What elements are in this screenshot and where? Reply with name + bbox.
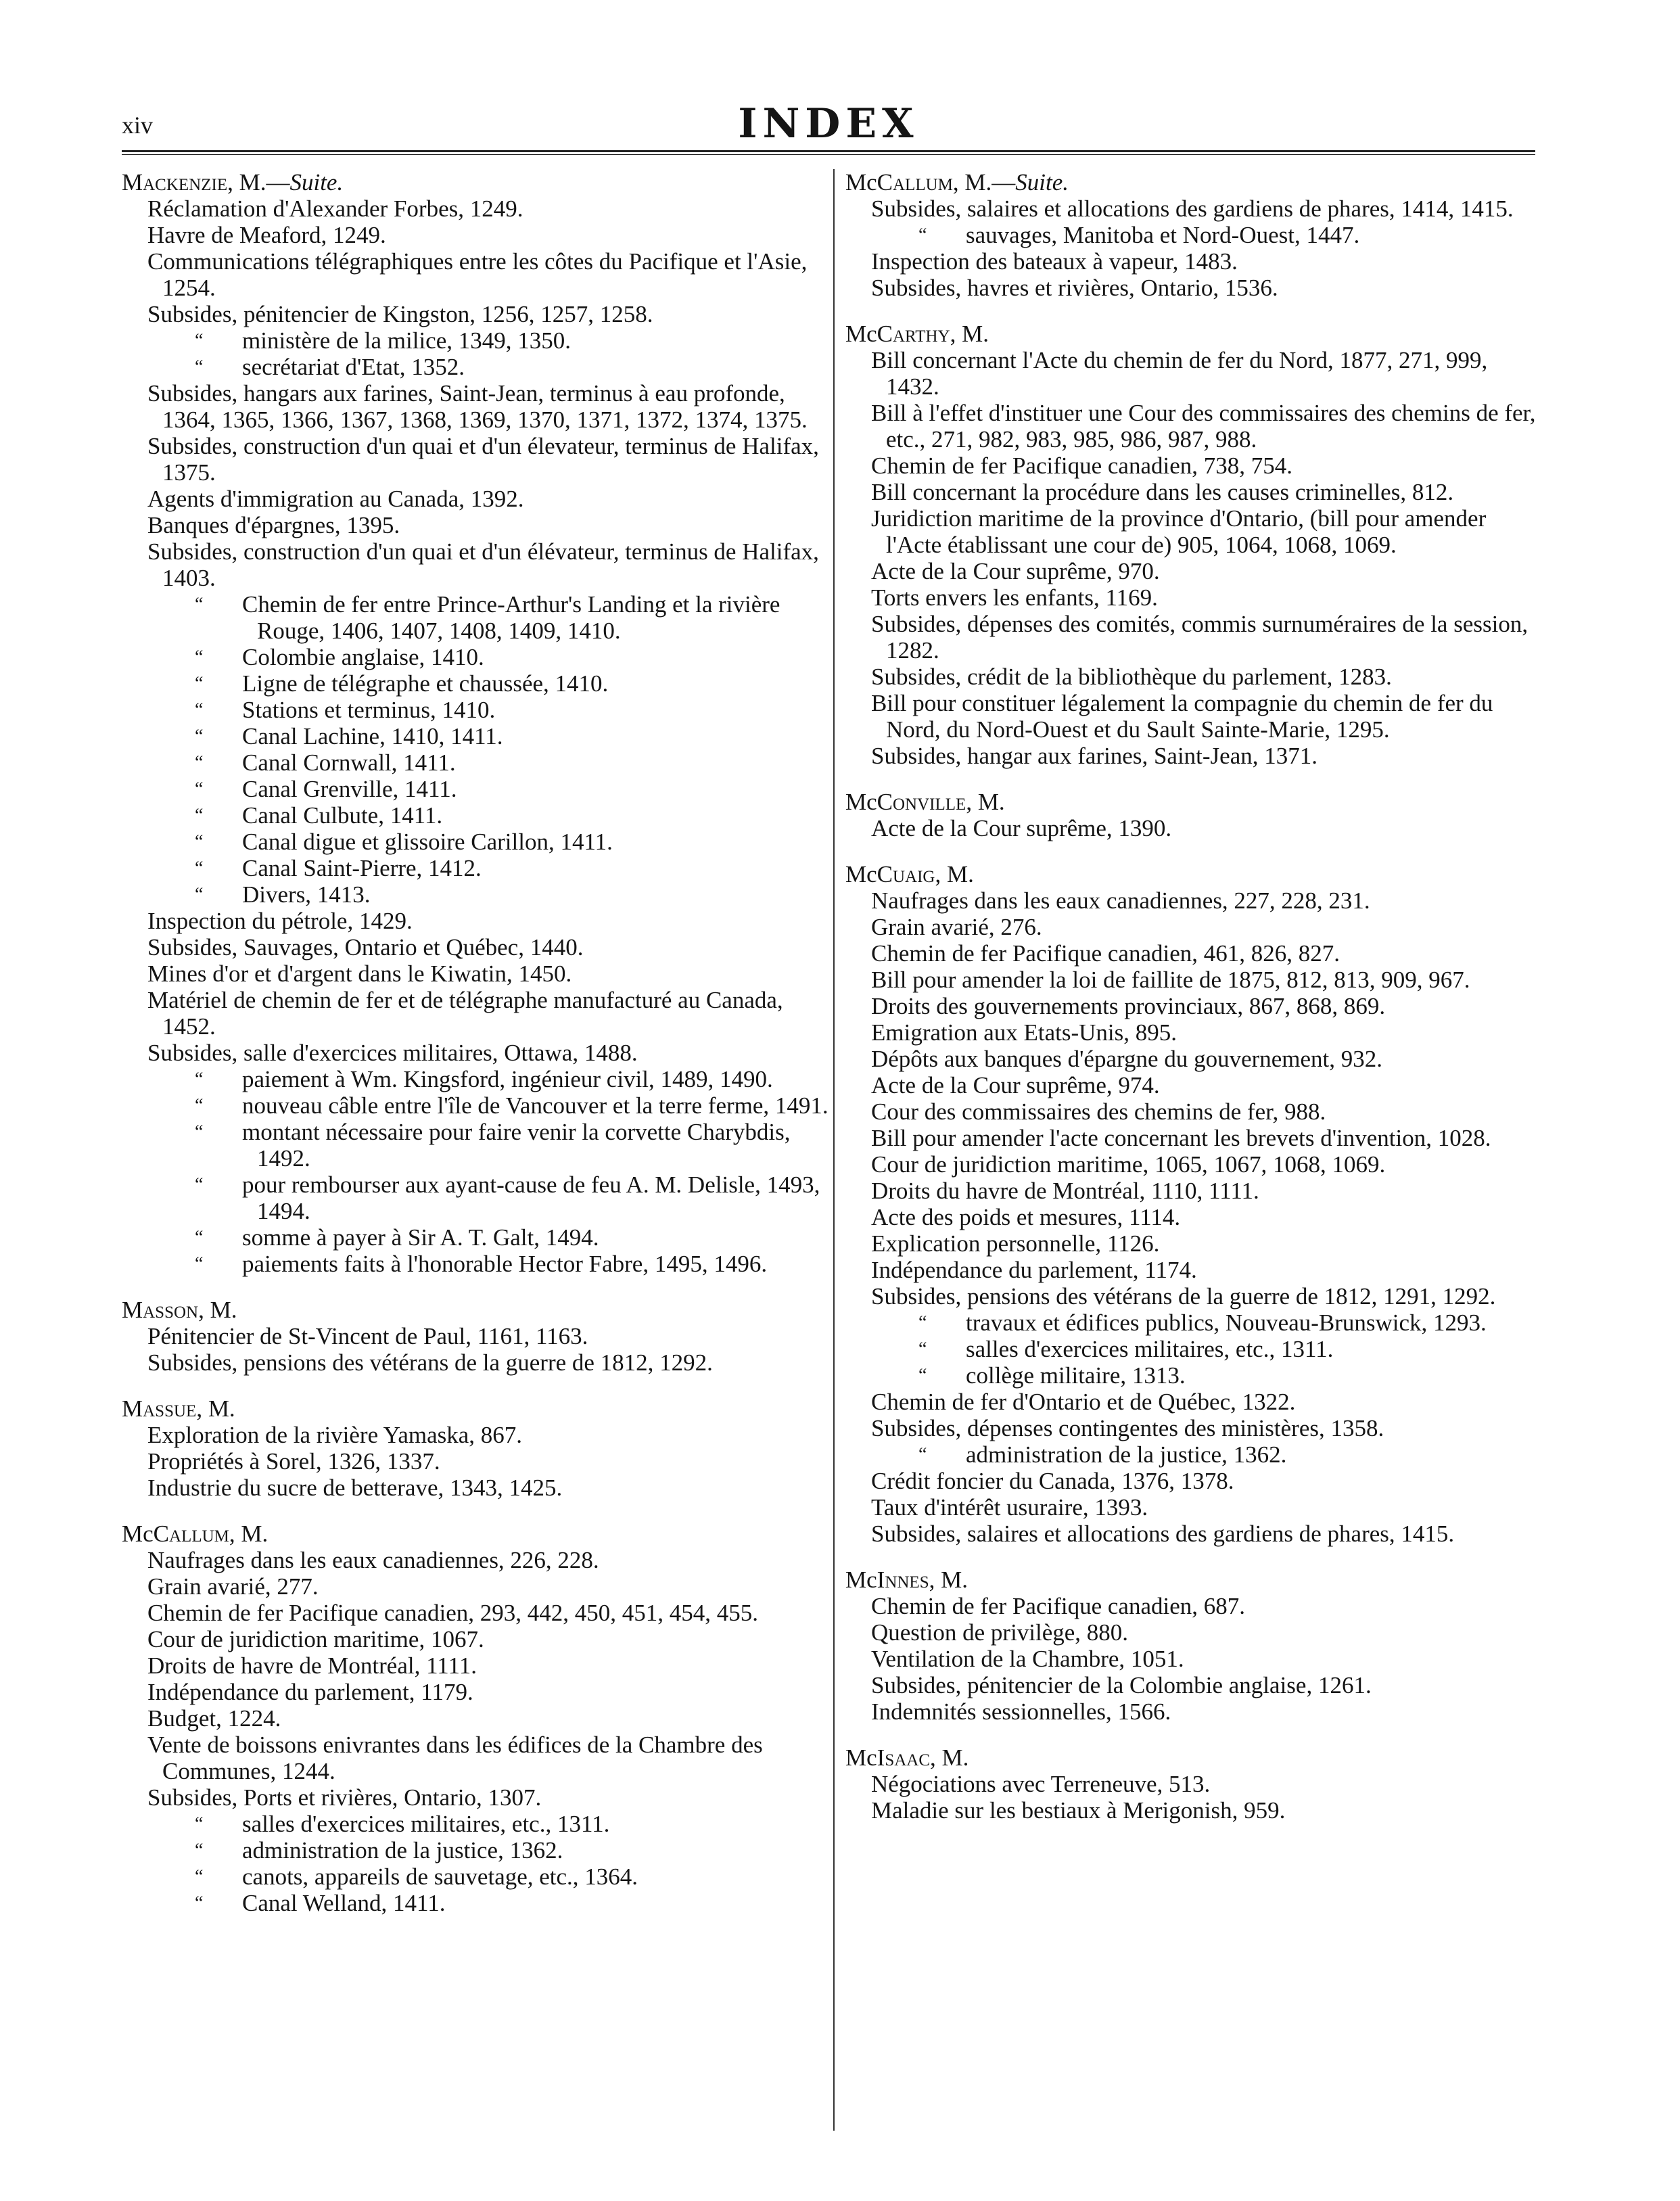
entry-name-initial: McI (845, 1744, 885, 1771)
reference: Bill à l'effet d'instituer une Cour des commissaires des chemins de fer, etc., 271, 982, 983, 985, 986, 987, 988. (871, 400, 1536, 453)
reference: Vente de boissons enivrantes dans les édifices de la Chambre des Communes, 1244. (147, 1732, 763, 1784)
reference: Droits de havre de Montréal, 1111. (147, 1652, 477, 1679)
sub-reference: “ administration de la justice, 1362. (845, 1441, 1542, 1468)
reference: Industrie du sucre de betterave, 1343, 1425. (147, 1475, 563, 1501)
entry-name-initial: M (122, 1297, 143, 1323)
reference: Banques d'épargnes, 1395. (147, 512, 400, 538)
reference: Budget, 1224. (147, 1705, 281, 1732)
sub-reference: “ nouveau câble entre l'île de Vancouver et la terre ferme, 1491. (122, 1092, 832, 1119)
reference: Mines d'or et d'argent dans le Kiwatin, 1450. (147, 960, 572, 987)
entry-name-initial: McI (845, 1567, 885, 1593)
reference: Naufrages dans les eaux canadiennes, 226, 228. (147, 1547, 599, 1573)
sub-reference: “ Canal Lachine, 1410, 1411. (122, 723, 832, 749)
sub-reference: “ montant nécessaire pour faire venir la corvette Charybdis, 1492. (122, 1119, 832, 1172)
reference: Dépôts aux banques d'épargne du gouvernement, 932. (871, 1046, 1383, 1072)
index-entry (845, 169, 1542, 301)
sub-reference: “ Canal Grenville, 1411. (122, 776, 832, 802)
header-rule (122, 150, 1535, 155)
index-entry (122, 1395, 832, 1501)
reference: Subsides, pénitencier de Kingston, 1256, 1257, 1258. (147, 301, 653, 327)
sub-reference: “ Canal Cornwall, 1411. (122, 749, 832, 776)
reference: Acte de la Cour suprême, 1390. (871, 815, 1172, 841)
sub-reference: “ Canal Saint-Pierre, 1412. (122, 855, 832, 881)
sub-reference: “ Canal Culbute, 1411. (122, 802, 832, 829)
sub-reference: “ Stations et terminus, 1410. (122, 697, 832, 723)
reference: Havre de Meaford, 1249. (147, 222, 386, 248)
entry-name-rest: saac (885, 1744, 930, 1771)
reference: Agents d'immigration au Canada, 1392. (147, 486, 524, 512)
reference: Explication personnelle, 1126. (871, 1230, 1160, 1257)
reference: Indépendance du parlement, 1179. (147, 1679, 473, 1705)
reference: Subsides, pensions des vétérans de la guerre de 1812, 1292. (147, 1349, 713, 1376)
reference: Chemin de fer Pacifique canadien, 687. (871, 1593, 1245, 1619)
sub-reference: “ Ligne de télégraphe et chaussée, 1410. (122, 670, 832, 697)
reference: Chemin de fer Pacifique canadien, 293, 442, 450, 451, 454, 455. (147, 1600, 758, 1626)
entry-name-rest: asson (143, 1297, 199, 1323)
entry-suite: Suite. (1015, 169, 1069, 195)
reference: Inspection du pétrole, 1429. (147, 908, 413, 934)
entry-name-suffix: , M. (935, 861, 974, 887)
reference: Bill pour constituer légalement la compagnie du chemin de fer du Nord, du Nord-Ouest et du Sault Sainte-Marie, 1295. (871, 690, 1493, 743)
entry-name (845, 789, 1542, 815)
reference: Juridiction maritime de la province d'Ontario, (bill pour amender l'Acte établissant une cour de) 905, 1064, 1068, 1069. (871, 505, 1487, 558)
sub-reference: “ collège militaire, 1313. (845, 1362, 1542, 1389)
entry-name-rest: ackenzie (143, 169, 228, 195)
reference: Cour des commissaires des chemins de fer, 988. (871, 1098, 1326, 1125)
reference: Droits des gouvernements provinciaux, 867, 868, 869. (871, 993, 1386, 1019)
entry-name-rest: uaig (893, 861, 935, 887)
reference: Chemin de fer Pacifique canadien, 738, 754. (871, 453, 1292, 479)
reference: Cour de juridiction maritime, 1065, 1067, 1068, 1069. (871, 1151, 1386, 1178)
entry-name-rest: nnes (885, 1567, 929, 1593)
entry-name-suffix: , M. (196, 1395, 235, 1422)
sub-reference: “ somme à payer à Sir A. T. Galt, 1494. (122, 1224, 832, 1251)
reference: Propriétés à Sorel, 1326, 1337. (147, 1448, 440, 1475)
entry-name (122, 169, 832, 195)
reference: Pénitencier de St-Vincent de Paul, 1161, 1163. (147, 1323, 588, 1349)
entry-name-suffix: , M. (229, 1521, 269, 1547)
reference: Bill pour amender la loi de faillite de 1875, 812, 813, 909, 967. (871, 967, 1470, 993)
reference: Cour de juridiction maritime, 1067. (147, 1626, 484, 1652)
entry-name-rest: allum (893, 169, 953, 195)
sub-reference: “ salles d'exercices militaires, etc., 1311. (845, 1336, 1542, 1362)
reference: Ventilation de la Chambre, 1051. (871, 1646, 1184, 1672)
entry-name-suffix: , M. (929, 1567, 968, 1593)
sub-reference: “ paiements faits à l'honorable Hector Fabre, 1495, 1496. (122, 1251, 832, 1277)
reference: Inspection des bateaux à vapeur, 1483. (871, 248, 1238, 275)
reference: Négociations avec Terreneuve, 513. (871, 1771, 1211, 1797)
sub-reference: “ canots, appareils de sauvetage, etc., 1364. (122, 1863, 832, 1890)
entry-name-rest: allum (169, 1521, 229, 1547)
sub-reference: “ travaux et édifices publics, Nouveau-Brunswick, 1293. (845, 1310, 1542, 1336)
entry-name (845, 321, 1542, 347)
right-column (845, 169, 1542, 1843)
entry-name-rest: arthy (893, 321, 950, 347)
reference: Chemin de fer d'Ontario et de Québec, 1322. (871, 1389, 1296, 1415)
entry-name (845, 1567, 1542, 1593)
reference: Subsides, construction d'un quai et d'un élévateur, terminus de Halifax, 1403. (147, 538, 819, 591)
reference: Grain avarié, 277. (147, 1573, 319, 1600)
reference: Réclamation d'Alexander Forbes, 1249. (147, 195, 523, 222)
sub-reference: “ Canal digue et glissoire Carillon, 1411. (122, 829, 832, 855)
sub-reference: “ salles d'exercices militaires, etc., 1311. (122, 1811, 832, 1837)
reference: Subsides, crédit de la bibliothèque du parlement, 1283. (871, 664, 1392, 690)
page-number: xiv (122, 112, 154, 139)
entry-name-initial: McC (845, 321, 893, 347)
reference: Subsides, Sauvages, Ontario et Québec, 1440. (147, 934, 584, 960)
index-entry (122, 169, 832, 1277)
sub-reference: “ administration de la justice, 1362. (122, 1837, 832, 1863)
reference: Indemnités sessionnelles, 1566. (871, 1698, 1171, 1725)
sub-reference: “ Canal Welland, 1411. (122, 1890, 832, 1916)
reference: Subsides, Ports et rivières, Ontario, 1307. (147, 1784, 542, 1811)
reference: Question de privilège, 880. (871, 1619, 1129, 1646)
index-entry (845, 789, 1542, 841)
entry-name-initial: McC (122, 1521, 169, 1547)
page-title: INDEX (738, 100, 919, 147)
entry-name-suffix: , M. (198, 1297, 237, 1323)
reference: Emigration aux Etats-Unis, 895. (871, 1019, 1177, 1046)
entry-name (845, 1744, 1542, 1771)
index-entry (845, 1567, 1542, 1725)
entry-name-initial: M (122, 169, 143, 195)
index-entry (122, 1521, 832, 1916)
reference: Crédit foncier du Canada, 1376, 1378. (871, 1468, 1234, 1494)
entry-name-suffix: , M.— (227, 169, 290, 195)
reference: Subsides, construction d'un quai et d'un élevateur, terminus de Halifax, 1375. (147, 433, 819, 486)
reference: Subsides, dépenses des comités, commis surnuméraires de la session, 1282. (871, 611, 1529, 664)
reference: Taux d'intérêt usuraire, 1393. (871, 1494, 1148, 1521)
reference: Bill concernant l'Acte du chemin de fer du Nord, 1877, 271, 999, 1432. (871, 347, 1488, 400)
reference: Naufrages dans les eaux canadiennes, 227, 228, 231. (871, 887, 1370, 914)
page-header (122, 100, 1535, 154)
entry-name (122, 1297, 832, 1323)
reference: Subsides, salle d'exercices militaires, Ottawa, 1488. (147, 1040, 638, 1066)
index-entry (845, 321, 1542, 769)
reference: Indépendance du parlement, 1174. (871, 1257, 1197, 1283)
sub-reference: “ pour rembourser aux ayant-cause de feu A. M. Delisle, 1493, 1494. (122, 1172, 832, 1224)
sub-reference: “ Divers, 1413. (122, 881, 832, 908)
reference: Subsides, pénitencier de la Colombie anglaise, 1261. (871, 1672, 1372, 1698)
reference: Matériel de chemin de fer et de télégraphe manufacturé au Canada, 1452. (147, 987, 783, 1040)
reference: Subsides, pensions des vétérans de la guerre de 1812, 1291, 1292. (871, 1283, 1496, 1310)
sub-reference: “ sauvages, Manitoba et Nord-Ouest, 1447. (845, 222, 1542, 248)
column-divider (833, 169, 835, 2131)
entry-name (845, 169, 1542, 195)
reference: Exploration de la rivière Yamaska, 867. (147, 1422, 523, 1448)
sub-reference: “ ministère de la milice, 1349, 1350. (122, 327, 832, 354)
entry-name-suffix: , M. (950, 321, 989, 347)
sub-reference: “ paiement à Wm. Kingsford, ingénieur civil, 1489, 1490. (122, 1066, 832, 1092)
reference: Bill concernant la procédure dans les causes criminelles, 812. (871, 479, 1454, 505)
reference: Subsides, salaires et allocations des gardiens de phares, 1415. (871, 1521, 1455, 1547)
entry-name-initial: McC (845, 169, 893, 195)
sub-reference: “ Colombie anglaise, 1410. (122, 644, 832, 670)
reference: Subsides, salaires et allocations des gardiens de phares, 1414, 1415. (871, 195, 1514, 222)
entry-name-suffix: , M.— (952, 169, 1016, 195)
reference: Subsides, havres et rivières, Ontario, 1536. (871, 275, 1278, 301)
sub-reference: “ secrétariat d'Etat, 1352. (122, 354, 832, 380)
entry-suite: Suite. (289, 169, 344, 195)
reference: Bill pour amender l'acte concernant les brevets d'invention, 1028. (871, 1125, 1491, 1151)
reference: Communications télégraphiques entre les côtes du Pacifique et l'Asie, 1254. (147, 248, 808, 301)
reference: Maladie sur les bestiaux à Merigonish, 959. (871, 1797, 1286, 1824)
index-entry (845, 861, 1542, 1547)
entry-name (845, 861, 1542, 887)
entry-name (122, 1521, 832, 1547)
reference: Grain avarié, 276. (871, 914, 1042, 940)
entry-name-initial: M (122, 1395, 143, 1422)
reference: Acte de la Cour suprême, 970. (871, 558, 1160, 584)
reference: Torts envers les enfants, 1169. (871, 584, 1158, 611)
reference: Chemin de fer Pacifique canadien, 461, 826, 827. (871, 940, 1340, 967)
entry-name-suffix: , M. (966, 789, 1005, 815)
entry-name-rest: assue (143, 1395, 197, 1422)
reference: Acte de la Cour suprême, 974. (871, 1072, 1160, 1098)
reference: Acte des poids et mesures, 1114. (871, 1204, 1181, 1230)
reference: Subsides, hangar aux farines, Saint-Jean, 1371. (871, 743, 1317, 769)
entry-name-suffix: , M. (930, 1744, 969, 1771)
index-entry (122, 1297, 832, 1376)
reference: Subsides, hangars aux farines, Saint-Jean, terminus à eau profonde, 1364, 1365, 1366, 1367, 1368, 1369, 1370, 1371, 1372, 1374, 1375. (147, 380, 808, 433)
left-column (122, 169, 832, 1936)
sub-reference: “ Chemin de fer entre Prince-Arthur's Landing et la rivière Rouge, 1406, 1407, 1408, 1409, 1410. (122, 591, 832, 644)
entry-name-rest: onville (893, 789, 966, 815)
index-entry (845, 1744, 1542, 1824)
entry-name-initial: McC (845, 861, 893, 887)
reference: Droits du havre de Montréal, 1110, 1111. (871, 1178, 1259, 1204)
entry-name-initial: McC (845, 789, 893, 815)
reference: Subsides, dépenses contingentes des ministères, 1358. (871, 1415, 1384, 1441)
entry-name (122, 1395, 832, 1422)
